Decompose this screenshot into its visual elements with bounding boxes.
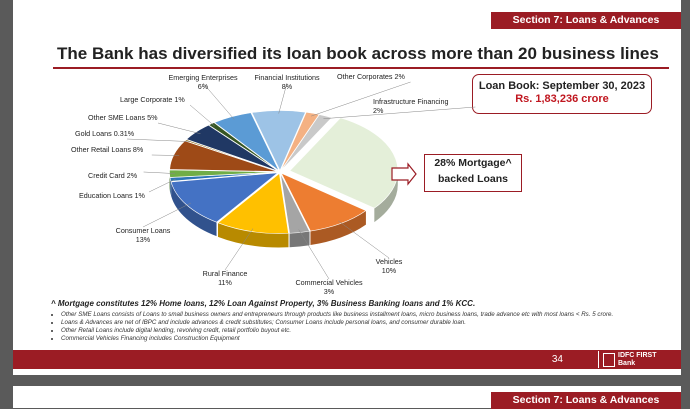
bank-name-line2: Bank [618,360,635,367]
slide-title: The Bank has diversified its loan book across more than 20 business lines [57,44,659,64]
slice-label: Other Corporates 2% [337,72,406,81]
bank-name-line1: IDFC FIRST [618,352,657,359]
next-section-tab: Section 7: Loans & Advances [491,392,681,409]
slice-label: Consumer Loans 13% [116,226,171,244]
slice-label: Rural Finance 11% [203,269,248,287]
slice-label: Emerging Enterprises 6% [168,73,238,91]
section-tab: Section 7: Loans & Advances [491,12,681,29]
mortgage-callout-line2: backed Loans [425,171,521,187]
page-number: 34 [552,354,563,365]
note-item: • Commercial Vehicles Financing includes Construction Equipment [61,335,613,343]
loan-book-amount: Rs. 1,83,236 crore [473,93,651,105]
slice-label: Other SME Loans 5% [88,113,158,122]
slice-label: Vehicles 10% [376,257,403,275]
loan-book-date: Loan Book: September 30, 2023 [473,80,651,92]
leader-line [127,139,190,142]
leader-line [338,221,389,258]
slice-label: Other Retail Loans 8% [71,145,144,154]
slice-label: Education Loans 1% [79,191,146,200]
note-item: • Other SME Loans consists of Loans to small business owners and entrepreneurs through products like business installment loans, micro business loans, trade advance etc with most loans < Rs. 5 crore. [61,311,613,319]
slice-label: Commercial Vehicles 3% [295,278,363,296]
slice-label: Gold Loans 0.31% [75,129,135,138]
slice-label: Credit Card 2% [88,171,138,180]
slice-label: Financial Institutions 8% [254,73,320,91]
note-item: • Other Retail Loans include digital lending, revolving credit, retail portfolio buyout etc. [61,327,613,335]
leader-line [158,123,200,134]
pie-slice-side [290,231,310,247]
leader-line [190,105,215,126]
note-item: • Loans & Advances are net of IBPC and include advances & credit substitutes; Consumer Loans include personal loans, and consumer durable loan. [61,319,613,327]
slice-label: Infrastructure Financing 2% [373,97,449,115]
mortgage-callout-line1: 28% Mortgage^ [425,155,521,171]
slice-label: Large Corporate 1% [120,95,185,104]
leader-line [323,107,475,119]
mortgage-footnote: ^ Mortgage constitutes 12% Home loans, 12% Loan Against Property, 3% Business Banking loans and 1% KCC. [51,299,475,308]
